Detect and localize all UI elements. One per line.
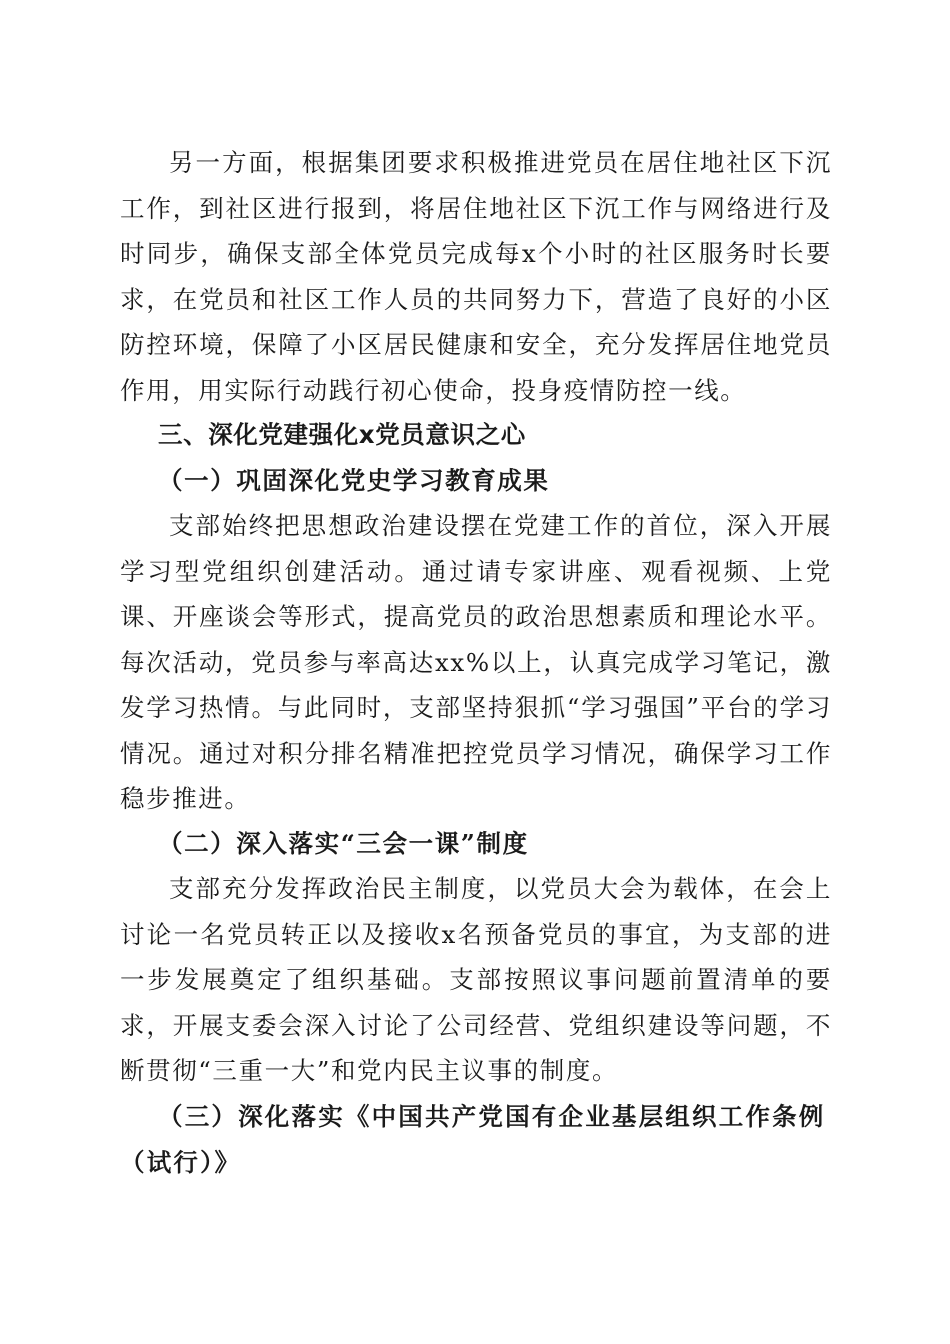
paragraph-three-meetings: 支部充分发挥政治民主制度，以党员大会为载体，在会上讨论一名党员转正以及接收x名预备党员的事宜，为支部的进一步发展奠定了组织基础。支部按照议事问题前置清单的要求，开展支委会深入讨论了公司经营、党组织建设等问题，不断贯彻“三重一大”和党内民主议事的制度。 <box>120 874 832 1085</box>
subheading-3: （三）深化落实《中国共产党国有企业基层组织工作条例（试行）》 <box>120 1102 826 1177</box>
paragraph-study-education: 支部始终把思想政治建设摆在党建工作的首位，深入开展学习型党组织创建活动。通过请专家讲座、观看视频、上党课、开座谈会等形式，提高党员的政治思想素质和理论水平。每次活动，党员参与率高达xx%以上，认真完成学习笔记，激发学习热情。与此同时，支部坚持狠抓“学习强国”平台的学习情况。通过对积分排名精准把控党员学习情况，确保学习工作稳步推进。 <box>120 511 832 813</box>
paragraph-community-service: 另一方面，根据集团要求积极推进党员在居住地社区下沉工作，到社区进行报到，将居住地社区下沉工作与网络进行及时同步，确保支部全体党员完成每x个小时的社区服务时长要求，在党员和社区工作人员的共同努力下，营造了良好的小区防控环境，保障了小区居民健康和安全，充分发挥居住地党员作用，用实际行动践行初心使命，投身疫情防控一线。 <box>120 148 832 405</box>
subheading-1: （一）巩固深化党史学习教育成果 <box>158 466 550 495</box>
section-heading-3: 三、深化党建强化x党员意识之心 <box>158 420 526 449</box>
subheading-2: （二）深入落实“三会一课”制度 <box>158 829 529 858</box>
